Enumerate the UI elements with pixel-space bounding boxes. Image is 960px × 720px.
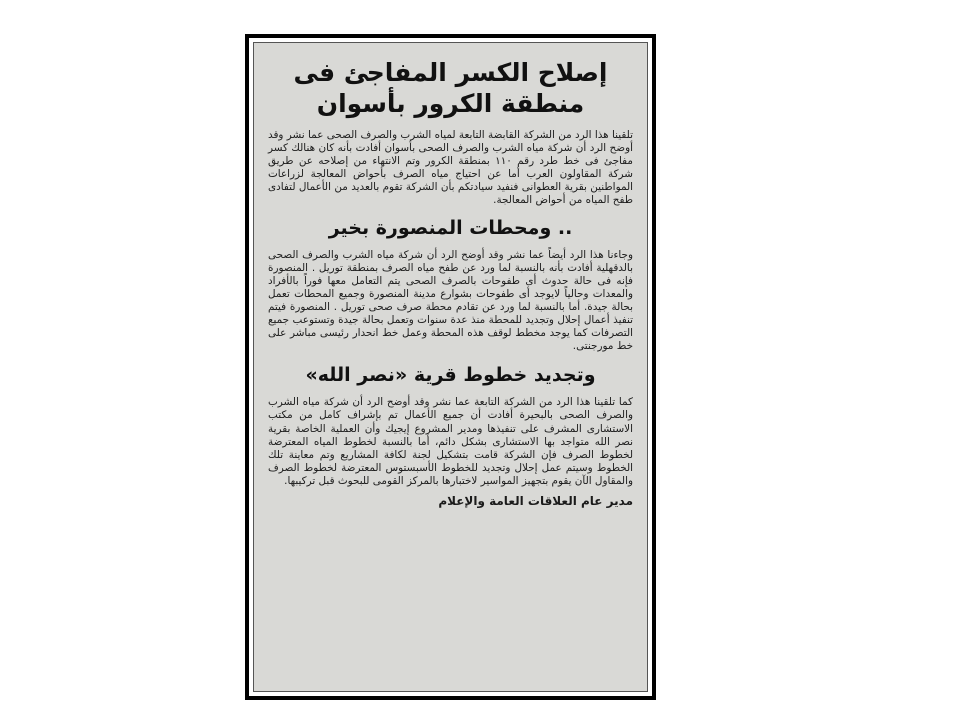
paragraph-1: تلقينا هذا الرد من الشركة القابضة التابعة لمياه الشرب والصرف الصحى عما نشر وقد أوضح الرد أن شركة مياه الشرب والصرف الصحى بأسوان أفادت بأنه كان هنالك كسر مفاجئ فى خط طرد رقم ١١٠ بمنطقة الكرور وتم الانتهاء من إصلاحه عن طريق شركة المقاولون العرب أما عن احتياج مياه الصرف بأحواض المعالجة لزراعات المواطنين بقرية العطوانى فنفيد سيادتكم بأن الشركة تقوم بالعديد من الأعمال لتفادى طفح المياه من أحواض المعالجة. bbox=[268, 129, 633, 207]
paragraph-3: كما تلقينا هذا الرد من الشركة التابعة عما نشر وقد أوضح الرد أن شركة مياه الشرب والصرف الصحى بالبحيرة أفادت أن جميع الأعمال تم بإشراف كامل من مكتب الاستشارى المشرف على تنفيذها ومدير المشروع إيجيك وأن العملية الخاصة بقرية نصر الله متواجد بها الاستشارى بشكل دائم، أما بالنسبة لخطوط المياه المعترضة لخطوط الصرف فإن الشركة قامت بتشكيل لجنة لكافة المشاريع وتم معاينة تلك الخطوط وسيتم عمل إحلال وتجديد للخطوط الأسبستوس المعترضة لخطوط الصرف والمقاول الآن يقوم بتجهيز المواسير لاختبارها بالمركز القومى للبحوث قبل تركيبها. bbox=[268, 396, 633, 487]
article-headline bbox=[268, 57, 633, 119]
subheading-nasr-allah: وتجديد خطوط قرية «نصر الله» bbox=[305, 364, 596, 387]
newspaper-clipping bbox=[253, 42, 648, 692]
newspaper-clipping-frame bbox=[245, 34, 656, 700]
headline-line-1: إصلاح الكسر المفاجئ فى bbox=[293, 58, 608, 87]
paragraph-2: وجاءنا هذا الرد أيضاً عما نشر وقد أوضح الرد أن شركة مياه الشرب والصرف الصحى بالدقهلية أفادت بأنه بالنسبة لما ورد عن طفح مياه الصرف بمنطقة توريل . المنصورة فإنه فى حالة حدوث أى طفوحات بالصرف الصحى يتم التعامل معها فوراً بالأفراد والمعدات وحالياً لايوجد أى طفوحات بشوارع مدينة المنصورة وجميع المحطات تعمل بحالة جيدة. أما بالنسبة لما ورد عن تقادم محطة صرف صحى توريل . المنصورة فيتم تنفيذ أعمال إحلال وتجديد للمحطة منذ عدة سنوات وتعمل بحالة جيدة وتستوعب جميع التصرفات كما يوجد مخطط لوقف هذه المحطة وعمل خط انحدار رئيسى مباشر على خط مورجنتى. bbox=[268, 248, 633, 353]
article bbox=[254, 43, 647, 691]
headline-line-2: منطقة الكرور بأسوان bbox=[316, 89, 585, 118]
signature-line: مدير عام العلاقات العامة والإعلام bbox=[438, 493, 633, 508]
subheading-mansoura: .. ومحطات المنصورة بخير bbox=[328, 216, 573, 239]
